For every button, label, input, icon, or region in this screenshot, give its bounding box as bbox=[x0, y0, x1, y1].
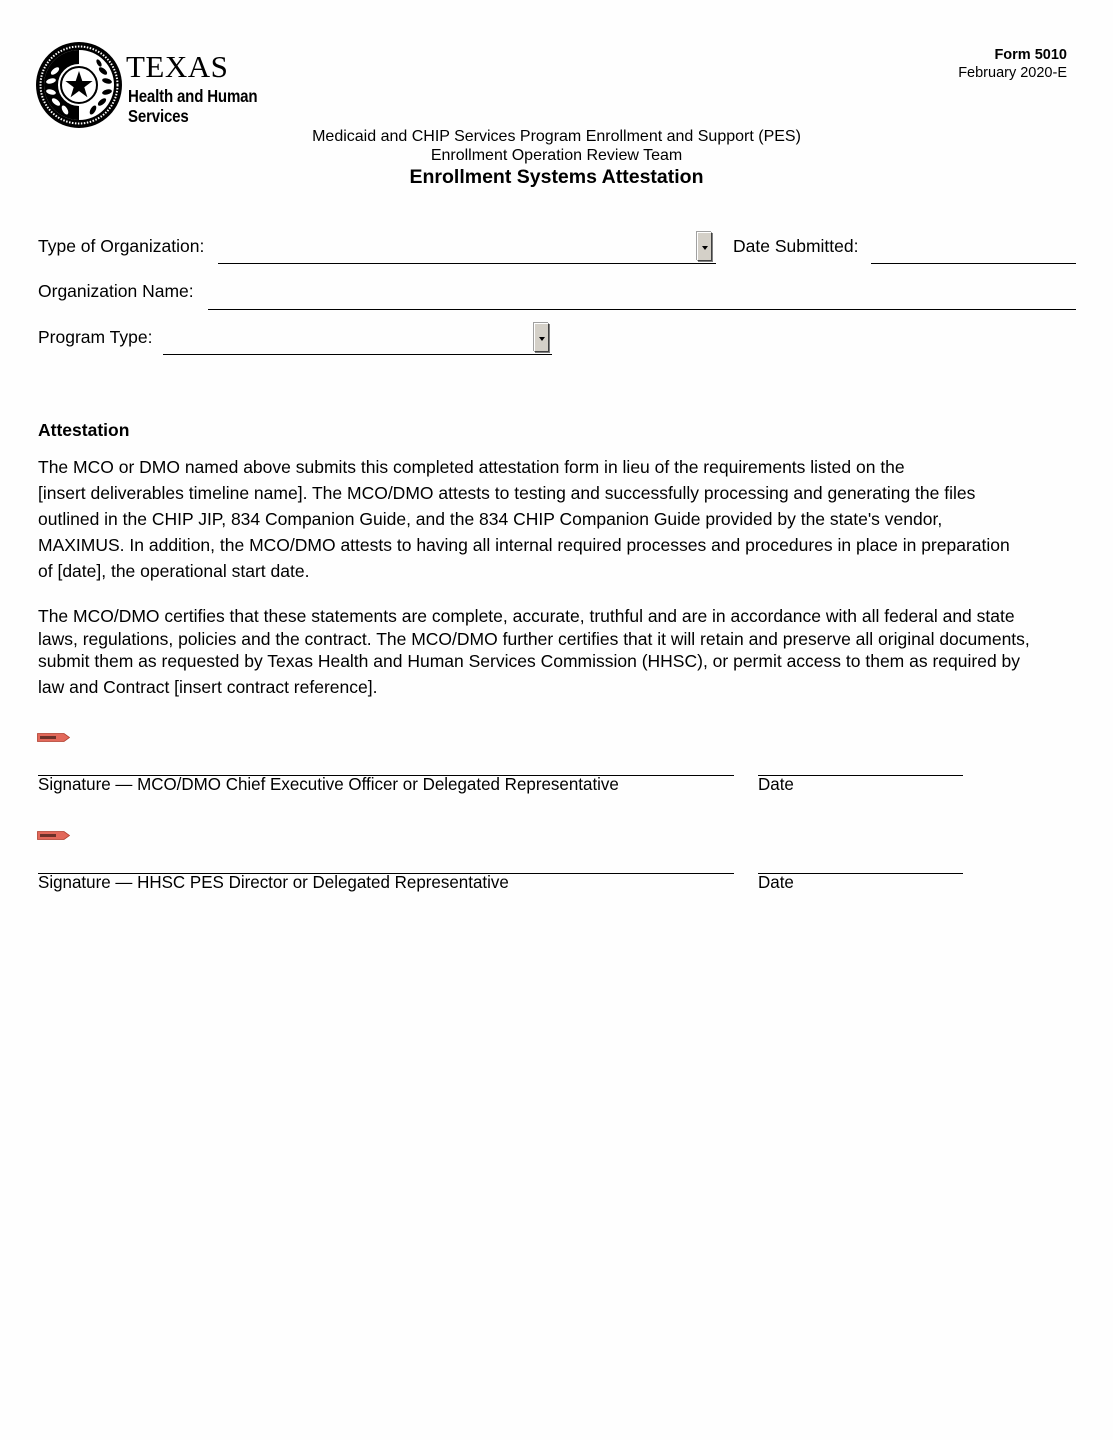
organization-name-field[interactable] bbox=[210, 284, 1076, 306]
program-type-label: Program Type: bbox=[38, 327, 153, 347]
sign-here-flag-icon[interactable] bbox=[37, 733, 70, 742]
logo-subtitle bbox=[128, 86, 257, 126]
program-type-select[interactable] bbox=[165, 329, 533, 351]
logo-subtitle-line1: Health and Human bbox=[128, 86, 258, 106]
paragraph-line: outlined in the CHIP JIP, 834 Companion Guide, and the 834 CHIP Companion Guide provided by the state's vendor, bbox=[38, 509, 943, 529]
attestation-heading: Attestation bbox=[38, 420, 130, 440]
organization-name-label: Organization Name: bbox=[38, 281, 194, 301]
paragraph-line: laws, regulations, policies and the contract. The MCO/DMO further certifies that it will retain and preserve all original documents, bbox=[38, 628, 1030, 649]
logo-title: TEXAS bbox=[126, 49, 229, 84]
program-name: Medicaid and CHIP Services Program Enrollment and Support (PES) bbox=[312, 128, 801, 145]
page-title: Enrollment Systems Attestation bbox=[409, 166, 704, 188]
signature-label-hhsc: Signature — HHSC PES Director or Delegated Representative bbox=[38, 872, 509, 892]
date-label: Date bbox=[758, 774, 794, 794]
form-number: Form 5010 bbox=[994, 47, 1067, 63]
signature-label-mco: Signature — MCO/DMO Chief Executive Officer or Delegated Representative bbox=[38, 774, 619, 794]
form-revision-date: February 2020-E bbox=[958, 65, 1067, 81]
type-of-organization-underline bbox=[218, 263, 716, 264]
organization-name-underline bbox=[208, 309, 1076, 310]
paragraph-line: of [date], the operational start date. bbox=[38, 561, 310, 581]
logo-subtitle-line2: Services bbox=[128, 106, 189, 126]
paragraph-line: The MCO/DMO certifies that these statements are complete, accurate, truthful and are in accordance with all federal and state bbox=[38, 606, 1015, 626]
hhs-logo bbox=[35, 41, 265, 131]
type-of-organization-select[interactable] bbox=[220, 238, 698, 260]
paragraph-line: MAXIMUS. In addition, the MCO/DMO attests to having all internal required processes and procedures in place in preparation bbox=[38, 535, 1010, 555]
paragraph-line: The MCO or DMO named above submits this completed attestation form in lieu of the requirements listed on the bbox=[38, 457, 905, 477]
date-submitted-field[interactable] bbox=[872, 238, 1076, 260]
dropdown-arrow-icon[interactable] bbox=[534, 323, 549, 352]
date-submitted-underline bbox=[871, 263, 1076, 264]
paragraph-line: [insert deliverables timeline name]. The MCO/DMO attests to testing and successfully processing and generating the files bbox=[38, 483, 976, 503]
type-of-organization-label: Type of Organization: bbox=[38, 236, 205, 256]
date-submitted-label: Date Submitted: bbox=[733, 236, 859, 256]
paragraph-line: submit them as requested by Texas Health and Human Services Commission (HHSC), or permit access to them as required by bbox=[38, 651, 1021, 671]
team-name: Enrollment Operation Review Team bbox=[430, 147, 683, 164]
date-label: Date bbox=[758, 872, 794, 892]
sign-here-flag-icon[interactable] bbox=[37, 831, 70, 840]
texas-seal-icon bbox=[35, 41, 123, 129]
paragraph-line: law and Contract [insert contract reference]. bbox=[38, 676, 378, 697]
dropdown-arrow-icon[interactable] bbox=[697, 232, 712, 261]
attestation-paragraph-1 bbox=[38, 454, 1078, 584]
program-type-underline bbox=[163, 354, 552, 355]
attestation-paragraph-2 bbox=[38, 605, 1078, 698]
